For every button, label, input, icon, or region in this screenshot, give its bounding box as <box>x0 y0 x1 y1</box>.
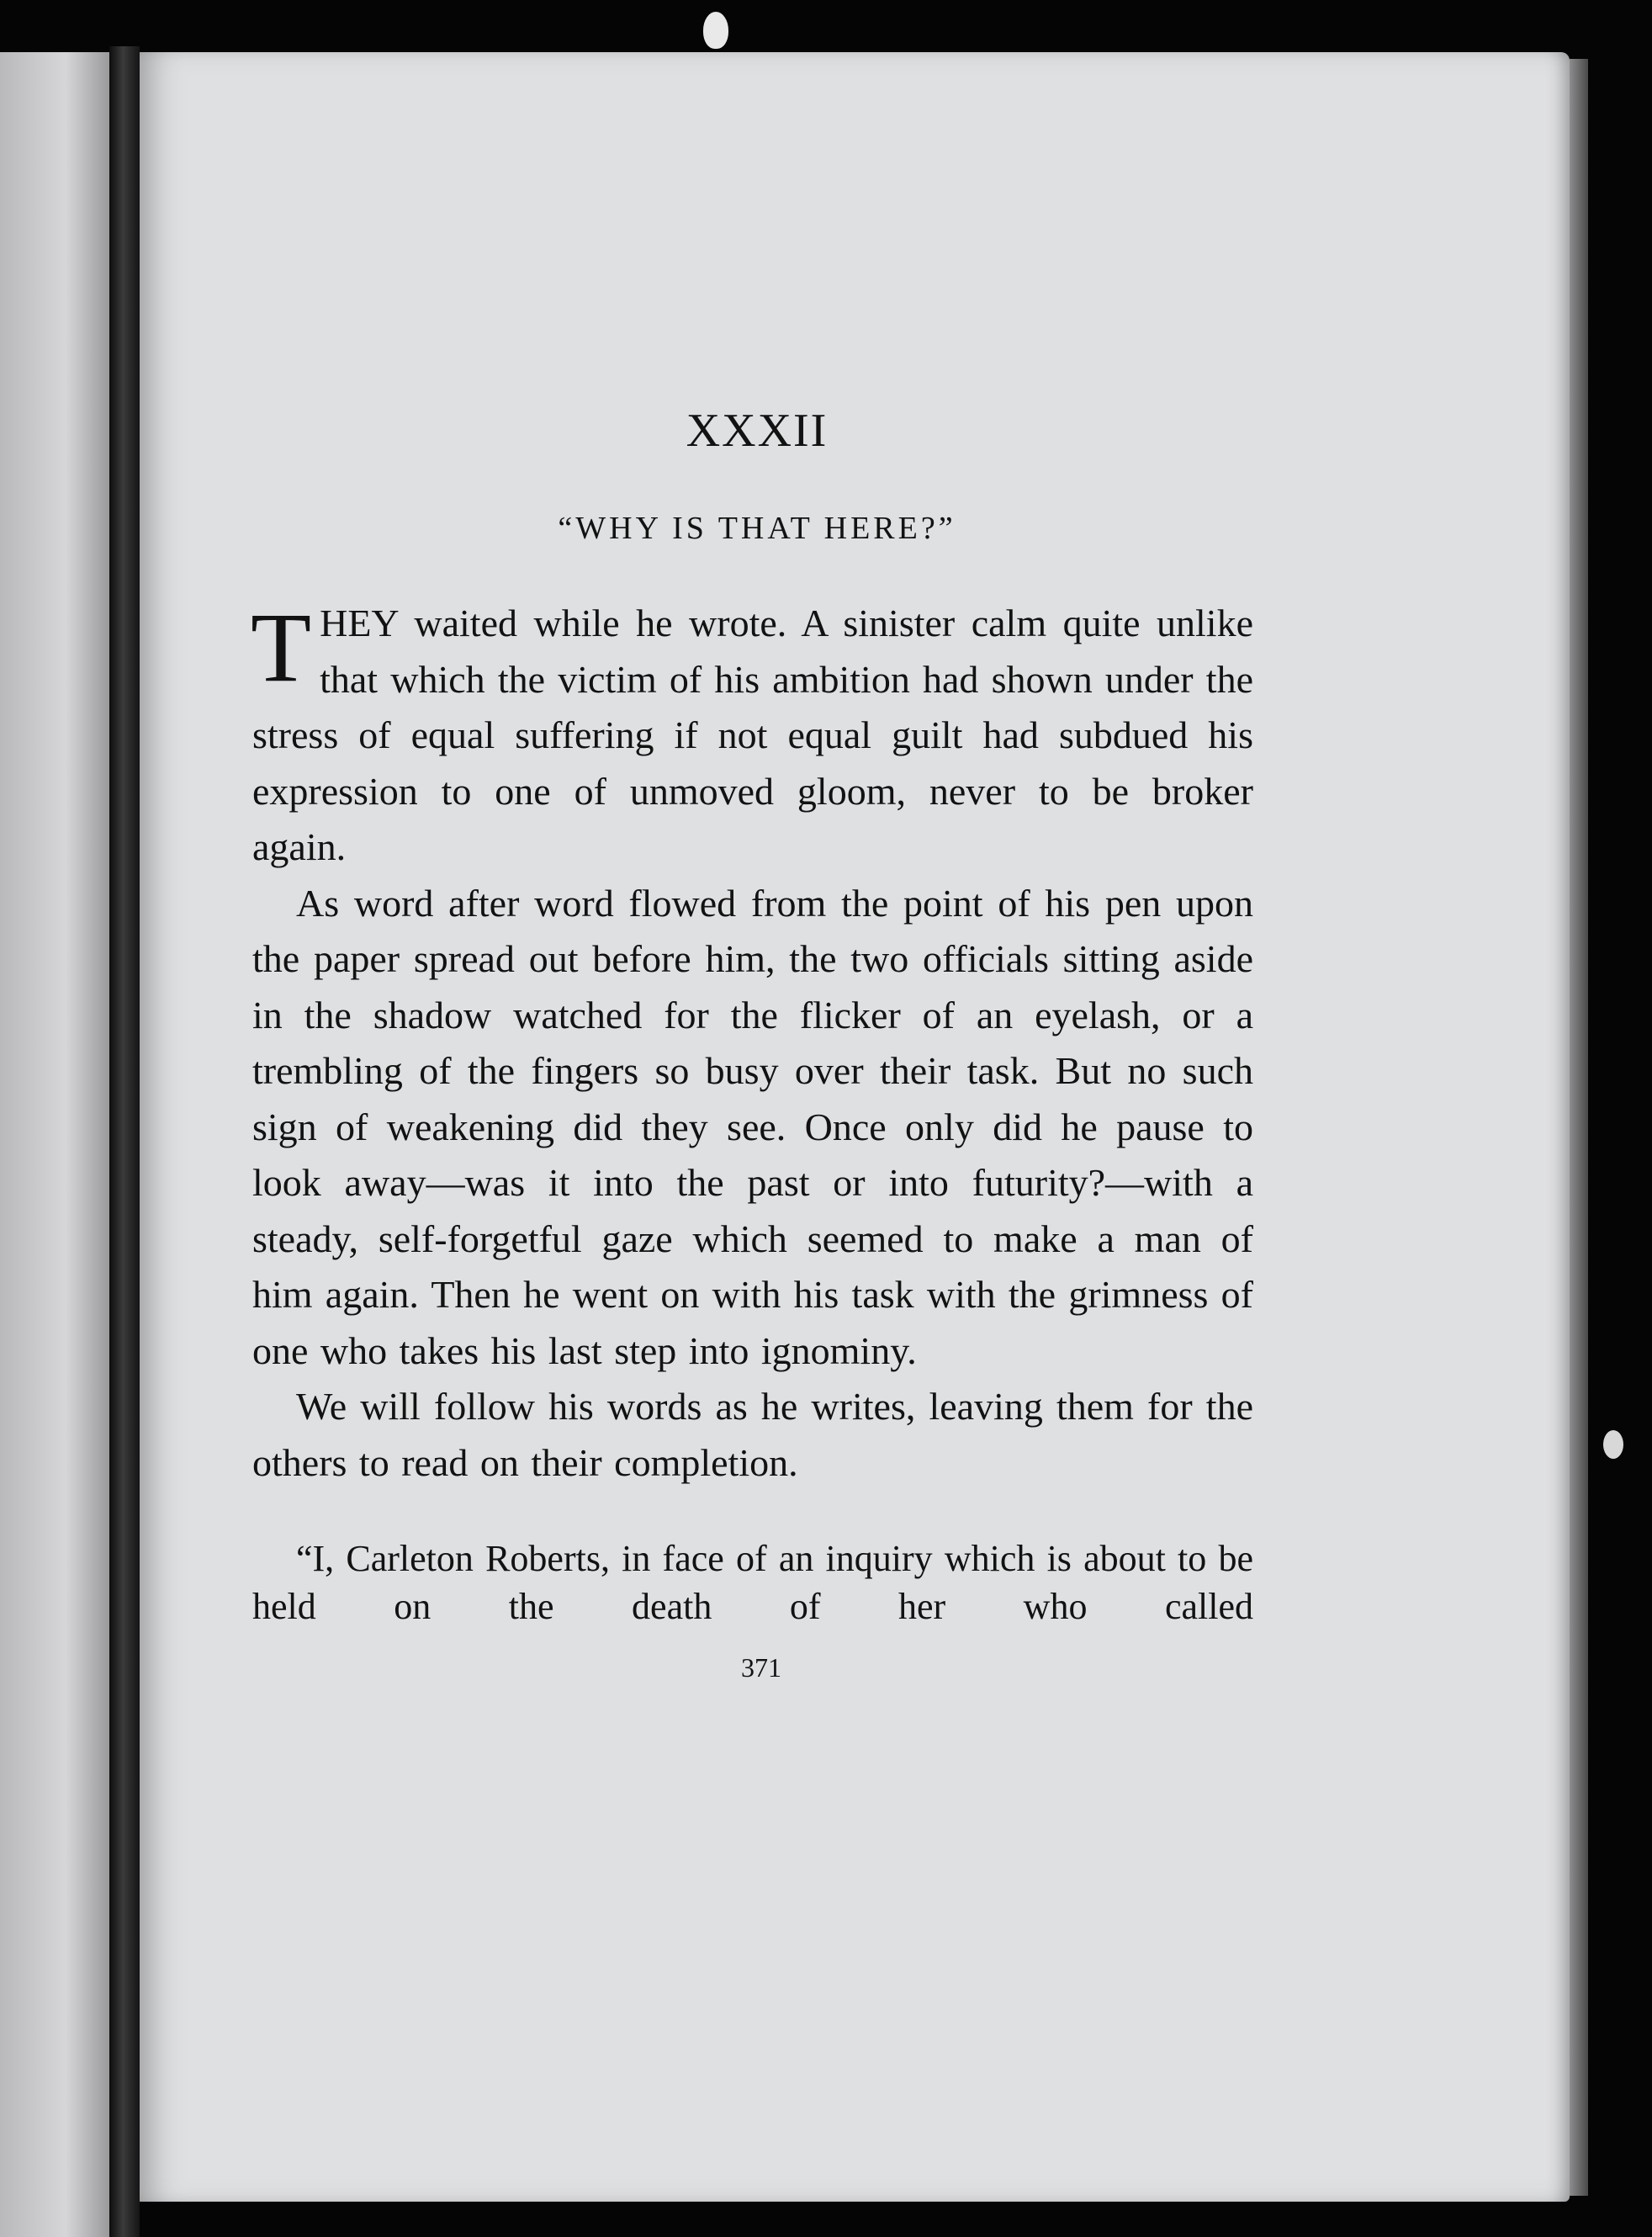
chapter-title: “WHY IS THAT HERE?” <box>558 511 956 546</box>
paragraph-2: As word after word flowed from the point of his pen upon the paper spread out before him, the two officials sitting aside in the shadow watched for the flicker of an eyelash, or a trembling of the fingers so busy over their task. But no such sign of weakening did they see. Once only did he pause to look away—was it into the past or into futurity?—with a steady, self-forgetful gaze which seemed to make a man of him again. Then he went on with his task with the grimness of one who takes his last step into ignominy. <box>252 881 1253 1372</box>
paragraph-opening <box>251 592 1253 876</box>
paragraph-1-text: HEY waited while he wrote. A sinister calm quite unlike that which the victim of his ambition had shown under the stress of equal suffering if not equal guilt had subdued his expression to one of unmoved gloom, never to be broker again. <box>252 602 1253 868</box>
page-content <box>252 404 1253 1683</box>
scan-artifact <box>1603 1430 1623 1459</box>
facing-page-edge <box>0 52 109 2237</box>
drop-cap: T <box>251 592 312 702</box>
chapter-number: XXXII <box>686 405 829 457</box>
scan-artifact <box>703 12 728 49</box>
paragraph-3: We will follow his words as he writes, leaving them for the others to read on their completion. <box>252 1385 1253 1484</box>
letter-quote: “I, Carleton Roberts, in face of an inquiry which is about to be held on the death of her who called <box>252 1538 1253 1627</box>
page-edge-shadow <box>1570 59 1588 2196</box>
book-spine <box>109 46 140 2237</box>
page-number: 371 <box>741 1652 781 1683</box>
